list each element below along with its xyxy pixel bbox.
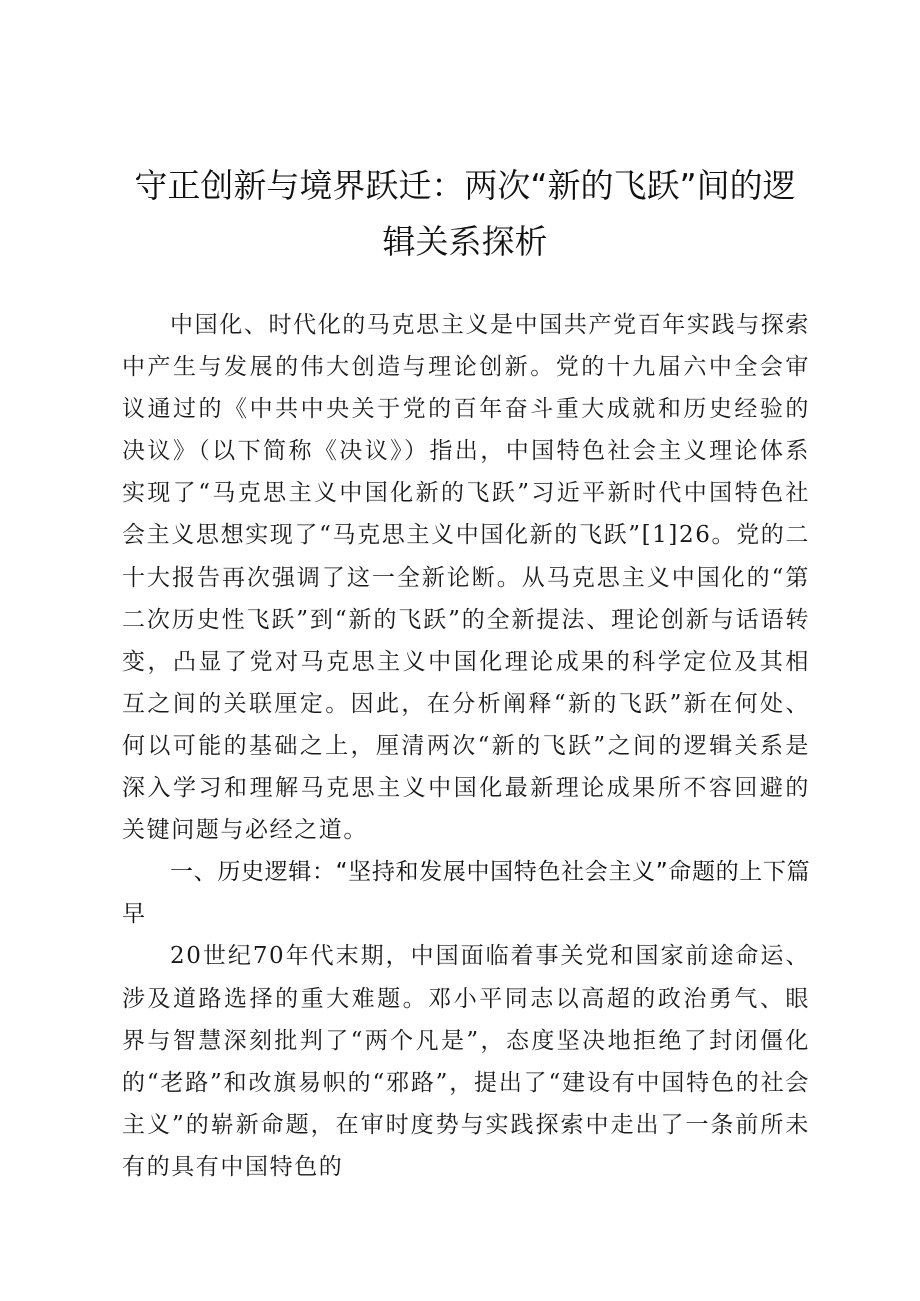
document-title: 守正创新与境界跃迁：两次“新的飞跃”间的逻辑关系探析 bbox=[134, 166, 796, 261]
intro-paragraph: 中国化、时代化的马克思主义是中国共产党百年实践与探索中产生与发展的伟大创造与理论创新。党的十九届六中全会审议通过的《中共中央关于党的百年奋斗重大成就和历史经验的决议》（以下简称《决议》）指出，中国特色社会主义理论体系实现了“马克思主义中国化新的飞跃”习近平新时代中国特色社会主义思想实现了“马克思主义中国化新的飞跃”[1]26。党的二十大报告再次强调了这一全新论断。从马克思主义中国化的“第二次历史性飞跃”到“新的飞跃”的全新提法、理论创新与话语转变，凸显了党对马克思主义中国化理论成果的科学定位及其相互之间的关联厘定。因此，在分析阐释“新的飞跃”新在何处、何以可能的基础之上，厘清两次“新的飞跃”之间的逻辑关系是深入学习和理解马克思主义中国化最新理论成果所不容回避的关键问题与必经之道。 bbox=[122, 312, 810, 844]
section-heading: 一、历史逻辑：“坚持和发展中国特色社会主义”命题的上下篇早 bbox=[122, 859, 810, 928]
section-paragraph: 20世纪70年代末期，中国面临着事关党和国家前途命运、涉及道路选择的重大难题。邓小平同志以高超的政治勇气、眼界与智慧深刻批判了“两个凡是”，态度坚决地拒绝了封闭僵化的“老路”和改旗易帜的“邪路”，提出了“建设有中国特色的社会主义”的崭新命题，在审时度势与实践探索中走出了一条前所未有的具有中国特色的 bbox=[122, 943, 810, 1180]
document-body bbox=[122, 304, 810, 1188]
